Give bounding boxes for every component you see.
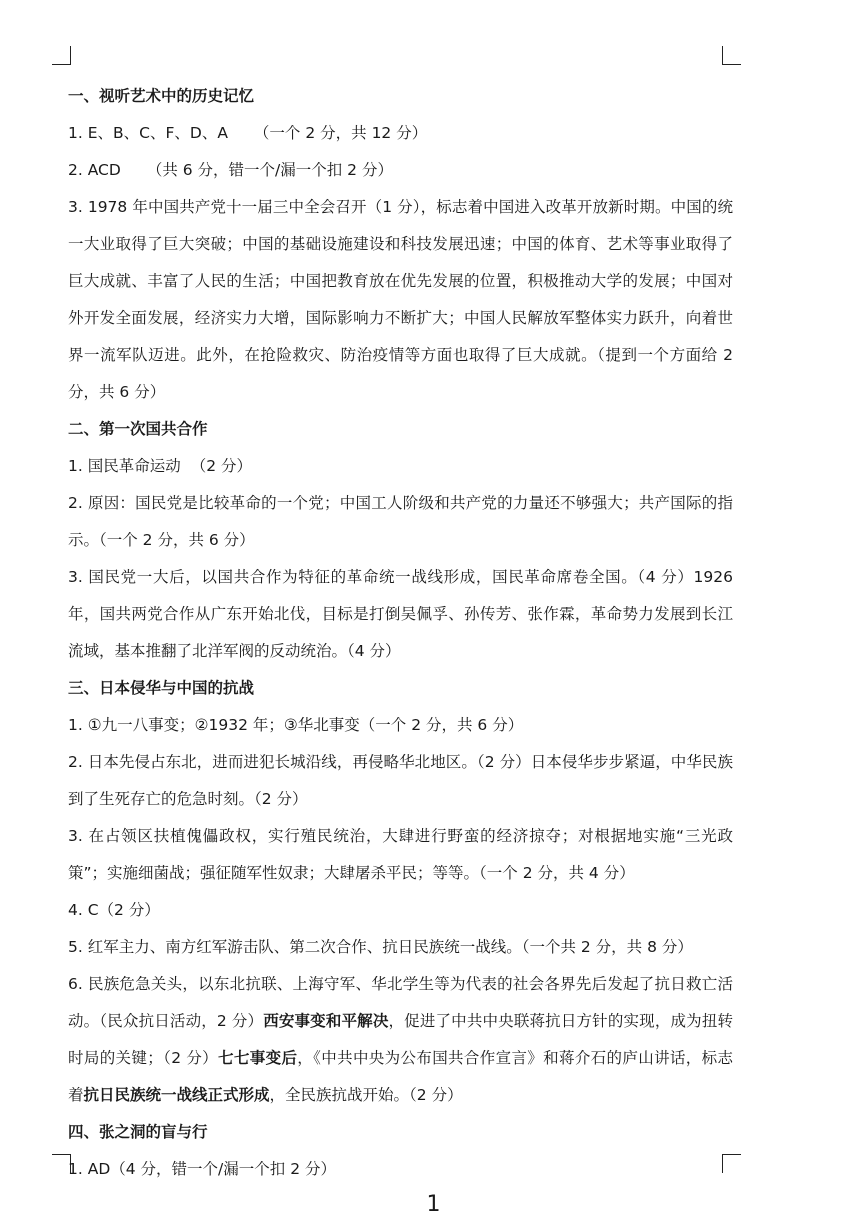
answer-1-2: [68, 152, 733, 189]
answer-3-3: 3. 在占领区扶植傀儡政权，实行殖民统治，大肆进行野蛮的经济掠夺；对根据地实施“三光政策”；实施细菌战；强征随军性奴隶；大肆屠杀平民；等等。（一个 2 分，共 4 分）: [68, 827, 733, 882]
answer-3-5: 5. 红军主力、南方红军游击队、第二次合作、抗日民族统一战线。（一个共 2 分，共 8 分）: [68, 938, 693, 956]
answer-text: ，全民族抗战开始。（2 分）: [269, 1086, 463, 1104]
page-number: 1: [426, 1192, 441, 1217]
answer-3-1: 1. ①九一八事变；②1932 年；③华北事变（一个 2 分，共 6 分）: [68, 716, 524, 734]
answer-text: ，《中共中央为公布国共合作宣言》和蒋介石的庐山讲话，标志着: [68, 1049, 733, 1104]
answer-text: 1. 国民革命运动: [68, 457, 181, 475]
answer-3-6: [68, 966, 733, 1114]
answer-3-2: 2. 日本先侵占东北，进而进犯长城沿线，再侵略华北地区。（2 分）日本侵华步步紧逼，中华民族到了生死存亡的危急时刻。（2 分）: [68, 753, 733, 808]
answer-keypoint: 抗日民族统一战线正式形成: [83, 1086, 270, 1104]
section-heading-3: 三、日本侵华与中国的抗战: [68, 679, 255, 697]
answer-3-4: 4. C（2 分）: [68, 901, 160, 919]
answer-keypoint: 七七事变后: [218, 1049, 298, 1067]
answer-score: （2 分）: [190, 457, 253, 475]
section-heading-2: 二、第一次国共合作: [68, 420, 208, 438]
answer-1-1: [68, 115, 733, 152]
answer-2-2: 2. 原因：国民党是比较革命的一个党；中国工人阶级和共产党的力量还不够强大；共产国际的指示。（一个 2 分，共 6 分）: [68, 494, 733, 549]
answer-2-3: 3. 国民党一大后，以国共合作为特征的革命统一战线形成，国民革命席卷全国。（4 分）1926 年，国共两党合作从广东开始北伐，目标是打倒吴佩孚、孙传芳、张作霖，革命势力发展到长江流域，基本推翻了北洋军阀的反动统治。（4 分）: [68, 568, 733, 660]
answer-1-3: 3. 1978 年中国共产党十一届三中全会召开（1 分），标志着中国进入改革开放新时期。中国的统一大业取得了巨大突破；中国的基础设施建设和科技发展迅速；中国的体育、艺术等事业取得了巨大成就、丰富了人民的生活；中国把教育放在优先发展的位置，积极推动大学的发展；中国对外开发全面发展，经济实力大增，国际影响力不断扩大；中国人民解放军整体实力跃升，向着世界一流军队迈进。此外，在抢险救灾、防治疫情等方面也取得了巨大成就。（提到一个方面给 2 分，共 6 分）: [68, 198, 733, 401]
crop-mark-top-left: [52, 46, 71, 65]
answer-text: 6. 民族危急关头，以东北抗联、上海守军、华北学生等为代表的社会各界先后发起了抗日救亡活动。（民众抗日活动，2 分）: [68, 975, 733, 1030]
answer-2-1: [68, 448, 733, 485]
section-heading-1: 一、视听艺术中的历史记忆: [68, 87, 255, 105]
answer-4-1: 1. AD（4 分，错一个/漏一个扣 2 分）: [68, 1160, 336, 1178]
answer-text: 2. ACD: [68, 161, 121, 179]
answer-text: 1. E、B、C、F、D、A: [68, 124, 228, 142]
answer-key-content: [68, 78, 733, 1188]
answer-score: （一个 2 分，共 12 分）: [253, 124, 428, 142]
answer-keypoint: 西安事变和平解决: [263, 1012, 389, 1030]
crop-mark-top-right: [722, 46, 741, 65]
answer-score: （共 6 分，错一个/漏一个扣 2 分）: [146, 161, 393, 179]
section-heading-4: 四、张之洞的盲与行: [68, 1123, 208, 1141]
answer-text: ，促进了中共中央联蒋抗日方针的实现，成为扭转时局的关键；（2 分）: [68, 1012, 733, 1067]
